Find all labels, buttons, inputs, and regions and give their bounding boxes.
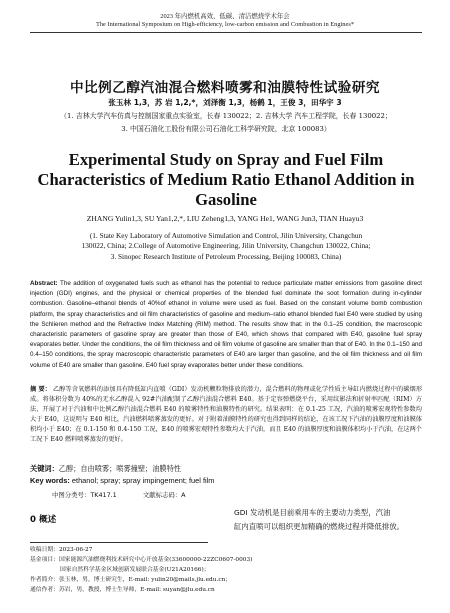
clc-value: TK417.1 [90, 491, 117, 499]
classification-line [52, 490, 186, 499]
english-title-line-2: Characteristics of Medium Ratio Ethanol Addition in [37, 170, 415, 189]
intro-text [234, 506, 424, 534]
footnote-fund-1: 基金项目：国家能源汽油燃烧利技术研究中心开放基金(33600000-22ZC0607-0003) [30, 557, 253, 563]
chinese-abstract-text: 乙醇等含氧燃料的添加具有降低缸内直喷（GDI）发动机颗粒物排放的潜力，混合燃料的物理或化学性质主导缸内燃烧过程中的碳烟形成。将体积分数为 40%的无水乙醇混入 92#汽油配制了乙醇汽油混合燃料 E40。基于定容弹燃烧平台，采用纹影法和折射率匹配（RIM）方法，开展了对于汽油和中比例乙醇汽油混合燃料 E40 的喷雾特性和油膜特性的研究。结果表明：在 0.1-25 工况，汽油的喷雾宏观特性参数均大于 E40，这说明与 E40 相比，汽油燃料喷雾蒸发的更好。对于附着油膜特性的研究也得到同样的结论，在该工况下汽油的油膜厚度和油膜体积均小于 E40；在 0.1-150 和 0.4-150 工况，E40 的喷雾宏观特性参数均大于汽油，而且 E40 的油膜厚度和油膜体积均小于汽油，在这两个工况下 E40 燃料喷雾蒸发的更好。 [30, 386, 423, 443]
doc-code-value: A [181, 491, 186, 499]
running-header-cn: 2023 年内燃机高效、低碳、清洁燃烧学术年会 [160, 13, 290, 20]
chinese-keywords [30, 464, 422, 474]
chinese-title: 中比例乙醇汽油混合燃料喷雾和油膜特性试验研究 [69, 80, 381, 96]
chinese-authors: 张玉林 1,3，苏 岩 1,2,*，刘泽衡 1,3，杨鹤 1，王俊 3，田华宇 3 [108, 98, 342, 107]
english-title-line-3: Gasoline [195, 190, 257, 209]
english-abstract-label: Abstract: [30, 280, 58, 287]
running-header-en: The International Symposium on High-efficiency, low-carbon emission and Combustion in Engines* [95, 21, 355, 28]
english-affiliation-2: 130022, China; 2.College of Automotive Engineering, Jilin University, Changchun 130022, China; [81, 241, 371, 251]
english-keywords [30, 476, 422, 485]
english-affiliation-3: 3. Sinopec Research Institute of Petroleum Processing, Beijing 100083, China) [110, 251, 342, 261]
english-affiliation-1: (1. State Key Laboratory of Automotive Simulation and Control, Jilin University, Changchun [89, 231, 363, 240]
chinese-keywords-label: 关键词： [30, 464, 59, 473]
english-keywords-text: ethanol; spray; spray impingement; fuel film [71, 476, 215, 485]
english-abstract [30, 279, 422, 371]
chinese-affiliation-1: （1. 吉林大学汽车仿真与控制国家重点实验室，长春 130022；2. 吉林大学 汽车工程学院，长春 130022； [60, 112, 392, 120]
footnote-rule [30, 542, 208, 543]
doc-code-label: 文献标志码： [142, 491, 182, 499]
english-title-line-1: Experimental Study on Spray and Fuel Film [68, 150, 384, 169]
chinese-abstract-label: 摘 要： [30, 386, 51, 393]
clc-label: 中图分类号： [52, 491, 91, 499]
section-heading: 0 概述 [30, 515, 57, 525]
english-affiliations [36, 231, 416, 262]
footnote-received: 收稿日期：2023-06-27 [30, 547, 93, 553]
footnote-corresponding: 通信作者：苏岩，男，教授，博士生导师，E-mail: suyan@jlu.edu.cn [30, 587, 215, 593]
intro-text-line-1: GDI 发动机是目前乘用车的主要动力类型，汽油 [234, 508, 391, 517]
chinese-affiliation-2: 3. 中国石油化工股份有限公司石油化工科学研究院，北京 100083） [121, 125, 331, 133]
footnote-author: 作者简介：张玉林，男，博士研究生，E-mail: yulin20@mails.jlu.edu.cn； [30, 577, 232, 583]
chinese-keywords-text: 乙醇；自由喷雾；喷雾撞壁；油膜特性 [58, 464, 181, 473]
english-authors: ZHANG Yulin1,3, SU Yan1,2,*, LIU Zeheng1,3, YANG He1, WANG Jun3, TIAN Huayu3 [86, 214, 364, 223]
english-abstract-text: The addition of oxygenated fuels such as ethanol has the potential to reduce particulate matter emissions from gasoline direct injection (GDI) engines, and the physical or chemical properties of the blended fuel dominate the soot formation during in-cylinder combustion. Gasoline–ethanol blends of 40%of ethanol in volume were used as fuel. Based on the constant volume bomb combustion platform, the spray characteristics and oil film characteristics of gasoline and medium–ratio ethanol blended fuel E40 were studied by using the Schlieren method and the Refractive Index Matching (RIM) method. The results show that: in the 0.1–25 condition, the macroscopic characteristic parameters of gasoline spray are greater than those of E40, which shows that compared with E40, gasoline fuel spray evaporates better. Under the conditions, the oil film thickness and oil film volume of gasoline are smaller than that of E40. In the 0.1–150 and 0.4–150 conditions, the spray macroscopic characteristic parameters of E40 are larger than gasoline, and the oil film thickness and oil film volume of E40 are smaller than gasoline. E40 fuel spray evaporates better under these conditions. [30, 280, 422, 369]
english-title [30, 150, 422, 210]
intro-text-line-2: 缸内直喷可以组织更加精确的燃烧过程并降低排放。 [234, 522, 404, 531]
header-rule [30, 32, 422, 33]
footnote-fund-2: 国家自然科学基金区域创新发展联合基金(U21A20166)； [60, 567, 210, 573]
english-keywords-label: Key words: [30, 476, 70, 485]
chinese-abstract [30, 385, 422, 445]
